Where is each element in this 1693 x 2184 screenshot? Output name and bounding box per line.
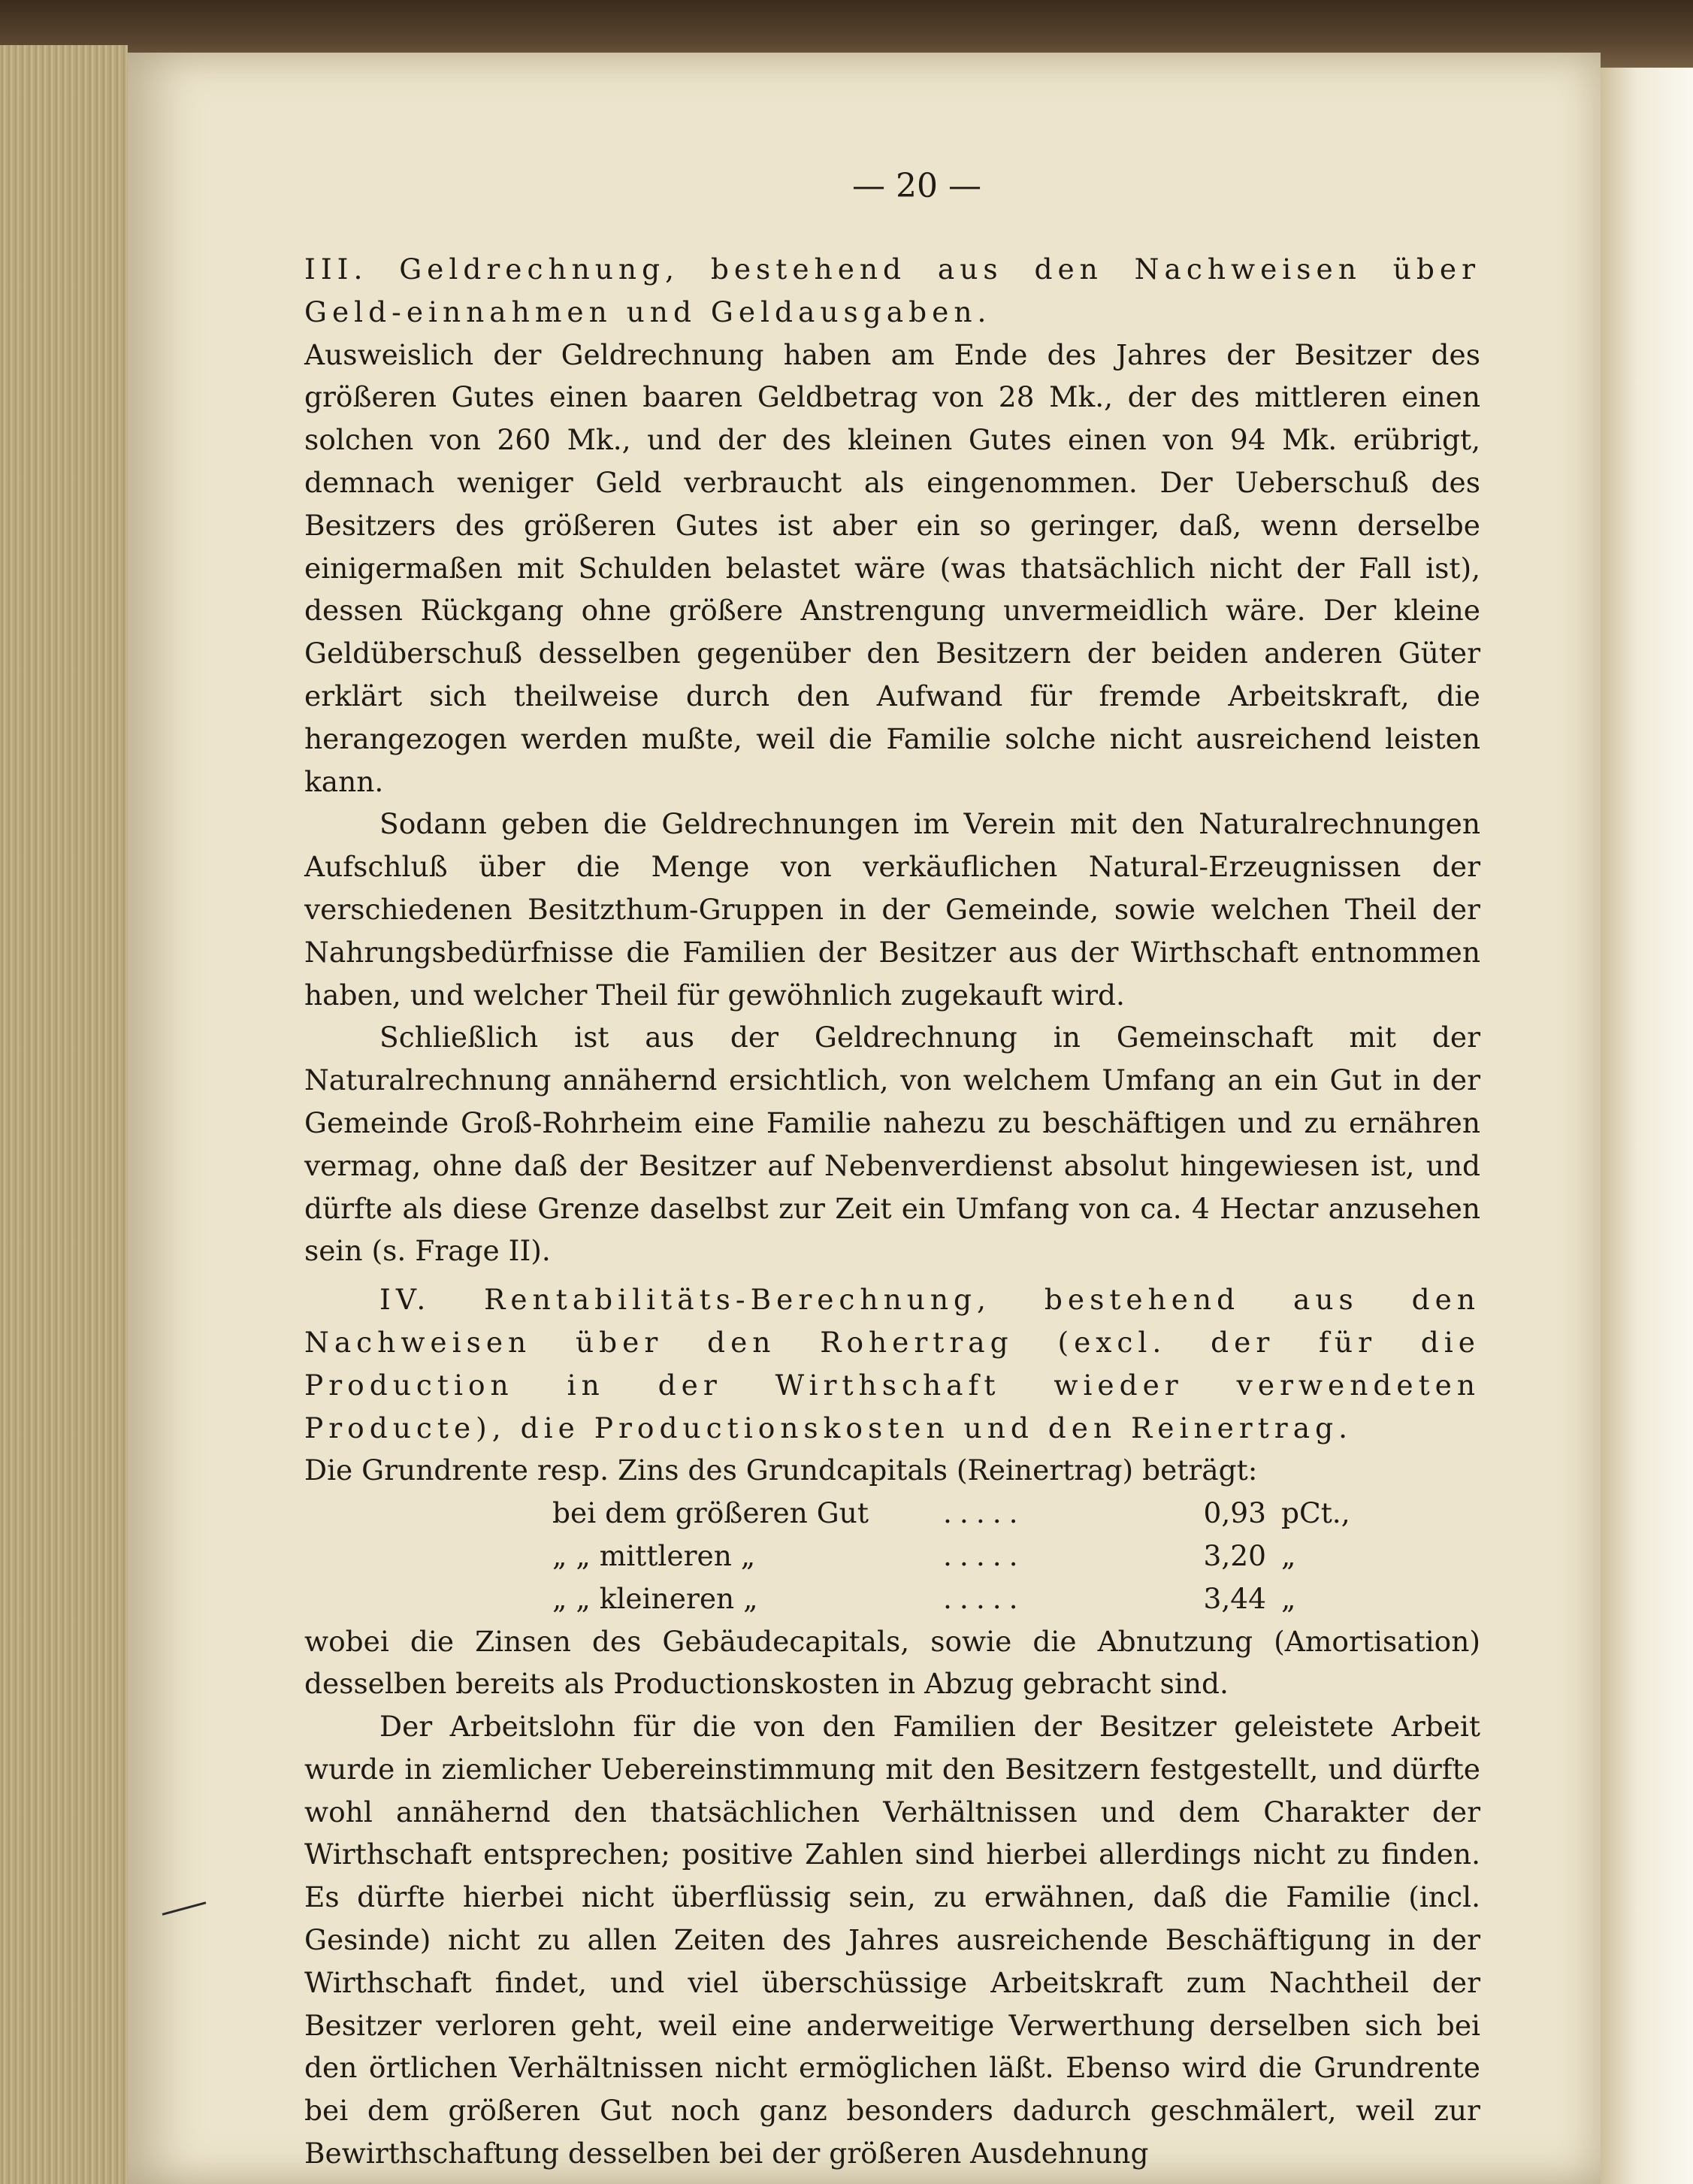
section-iv-heading: IV. Rentabilitäts-Berechnung, bestehend aus den Nachweisen über den Rohertrag (excl. der für die Production in der Wirthschaft wieder verwendeten Producte), die Productionskosten und den Reinertrag. (304, 1283, 1480, 1444)
book-page-stack (0, 45, 128, 2184)
page-text (304, 248, 1480, 2175)
row-value: 3,20 (1203, 1538, 1266, 1572)
row-dots: ..... (943, 1581, 1026, 1615)
row-dots: ..... (943, 1496, 1026, 1530)
row-label: „ „ kleineren „ (552, 1581, 758, 1615)
table-row (304, 1535, 1480, 1578)
paragraph: Ausweislich der Geldrechnung haben am Ende des Jahres der Besitzer des größeren Gutes einen baaren Geldbetrag von 28 Mk., der des mittleren einen solchen von 260 Mk., und der des kleinen Gutes einen von 94 Mk. erübrigt, demnach weniger Geld verbraucht als eingenommen. Der Ueberschuß des Besitzers des größeren Gutes ist aber ein so geringer, daß, wenn derselbe einigermaßen mit Schulden belastet wäre (was thatsächlich nicht der Fall ist), dessen Rückgang ohne größere Anstrengung unvermeidlich wäre. Der kleine Geldüberschuß desselben gegenüber den Besitzern der beiden anderen Güter erklärt sich theilweise durch den Aufwand für fremde Arbeitskraft, die herangezogen werden mußte, weil die Familie solche nicht ausreichend leisten kann. (304, 337, 1480, 798)
paragraph: Schließlich ist aus der Geldrechnung in Gemeinschaft mit der Naturalrechnung annähernd ersichtlich, von welchem Umfang an ein Gut in der Gemeinde Groß-Rohrheim eine Familie nahezu zu beschäftigen und zu ernähren vermag, ohne daß der Besitzer auf Nebenverdienst absolut hingewiesen ist, und dürfte als diese Grenze daselbst zur Zeit ein Umfang von ca. 4 Hectar anzusehen sein (s. Frage II). (304, 1021, 1480, 1268)
row-unit: „ (1281, 1581, 1296, 1615)
row-unit: pCt., (1281, 1496, 1350, 1530)
table-row (304, 1492, 1480, 1535)
section-iii-heading: III. Geldrechnung, bestehend aus den Nachweisen über Geld-einnahmen und Geldausgaben. (304, 253, 1480, 328)
page-number: — 20 — (852, 167, 981, 205)
paragraph: wobei die Zinsen des Gebäudecapitals, sowie die Abnutzung (Amortisation) desselben bereits als Productionskosten in Abzug gebracht sind. (304, 1624, 1480, 1701)
row-value: 0,93 (1203, 1496, 1266, 1530)
table-row (304, 1578, 1480, 1620)
row-label: bei dem größeren Gut (552, 1496, 869, 1530)
paragraph: Die Grundrente resp. Zins des Grundcapitals (Reinertrag) beträgt: (304, 1453, 1258, 1487)
page-right-margin (1601, 68, 1693, 2184)
ground-rent-table (304, 1492, 1480, 1620)
row-value: 3,44 (1203, 1581, 1266, 1615)
paragraph: Der Arbeitslohn für die von den Familien der Besitzer geleistete Arbeit wurde in ziemlicher Uebereinstimmung mit den Besitzern festgestellt, und dürfte wohl annähernd den thatsächlichen Verhältnissen und dem Charakter der Wirthschaft entsprechen; positive Zahlen sind hierbei allerdings nicht zu finden. Es dürfte hierbei nicht überflüssig sein, zu erwähnen, daß die Familie (incl. Gesinde) nicht zu allen Zeiten des Jahres ausreichende Beschäftigung in der Wirthschaft findet, und viel überschüssige Arbeitskraft zum Nachtheil der Besitzer verloren geht, weil eine anderweitige Verwerthung derselben sich bei den örtlichen Verhältnissen nicht ermöglichen läßt. Ebenso wird die Grundrente bei dem größeren Gut noch ganz besonders dadurch geschmälert, weil zur Bewirthschaftung desselben bei der größeren Ausdehnung (304, 1710, 1480, 2170)
row-dots: ..... (943, 1538, 1026, 1572)
row-label: „ „ mittleren „ (552, 1538, 756, 1572)
paragraph: Sodann geben die Geldrechnungen im Verein mit den Naturalrechnungen Aufschluß über die Menge von verkäuflichen Natural-Erzeugnissen der verschiedenen Besitzthum-Gruppen in der Gemeinde, sowie welchen Theil der Nahrungsbedürfnisse die Familien der Besitzer aus der Wirthschaft entnommen haben, und welcher Theil für gewöhnlich zugekauft wird. (304, 807, 1480, 1012)
row-unit: „ (1281, 1538, 1296, 1572)
